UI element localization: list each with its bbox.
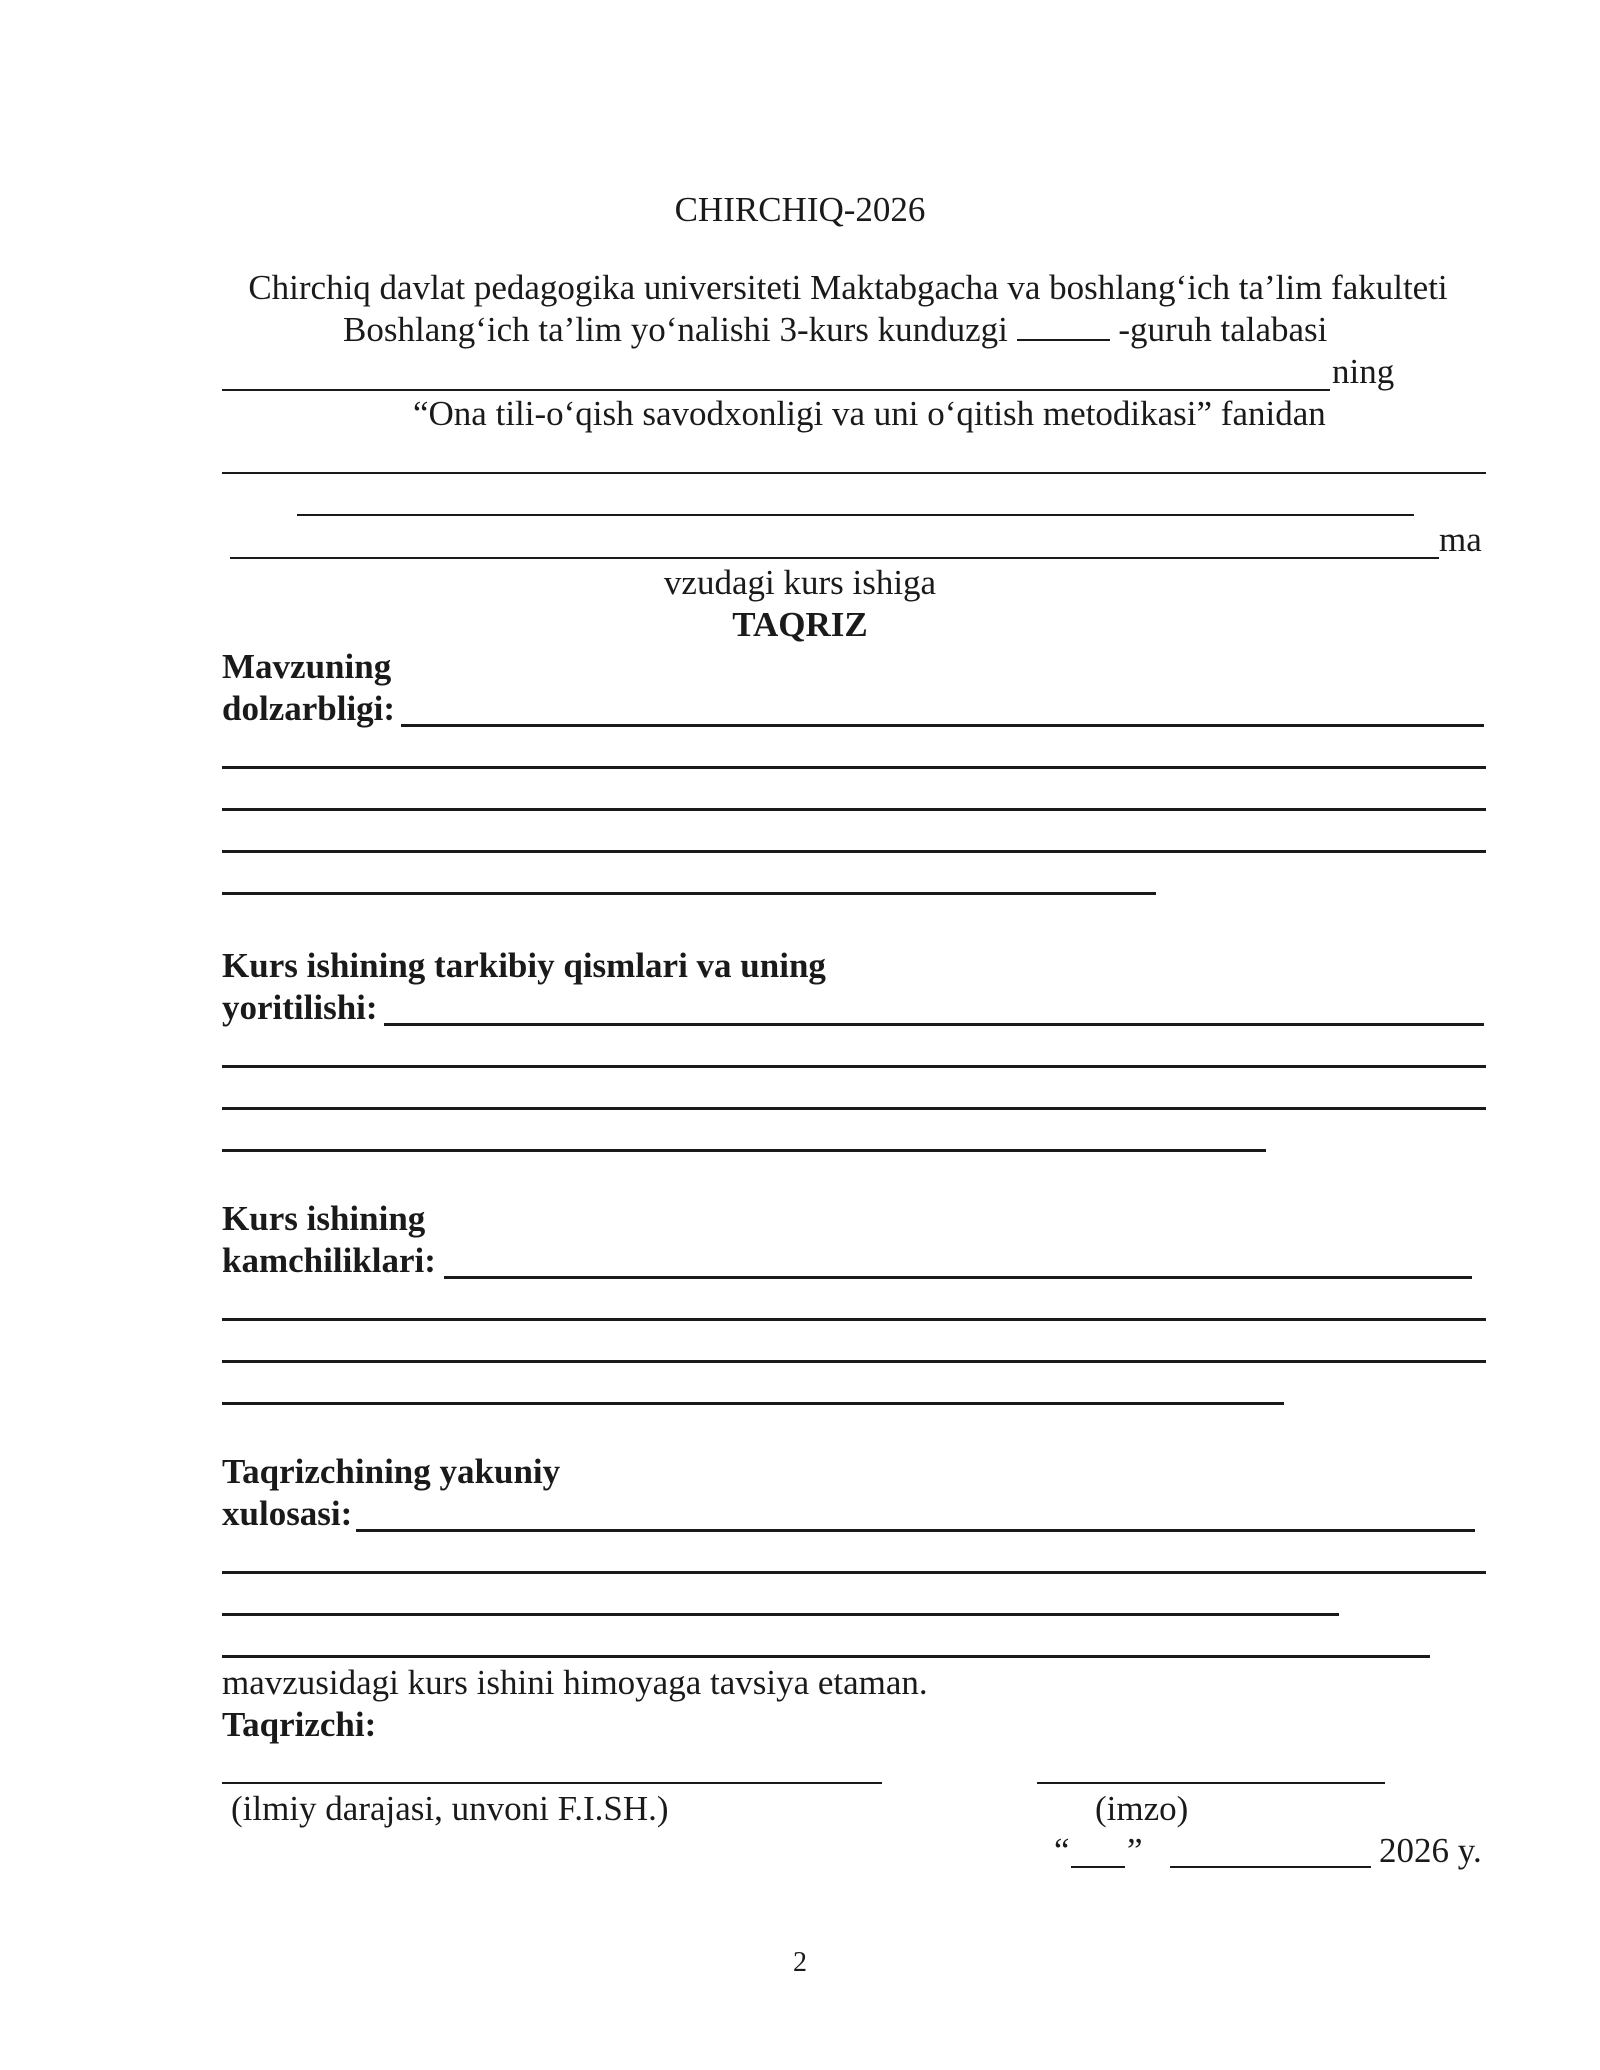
topic-line-3[interactable] (230, 557, 1439, 559)
recommendation-text: mavzusidagi kurs ishini himoyaga tavsiya etaman. (222, 1663, 928, 1702)
structure-line-2[interactable] (222, 1065, 1486, 1068)
ning-suffix: ning (1332, 352, 1395, 391)
conclusion-line-1[interactable] (356, 1529, 1475, 1532)
student-name-line[interactable] (222, 389, 1330, 391)
date-year: 2026 y. (1379, 1831, 1482, 1870)
date-day-blank[interactable] (1071, 1866, 1125, 1868)
conclusion-label-line2: xulosasi: (222, 1494, 353, 1533)
conclusion-line-3[interactable] (222, 1613, 1339, 1616)
date-close-quote: ” (1127, 1831, 1143, 1870)
date-month-blank[interactable] (1170, 1866, 1371, 1868)
vzudagi-line: vzudagi kurs ishiga (663, 563, 937, 602)
shortcomings-label-line1: Kurs ishining (222, 1199, 426, 1238)
city-year-heading: CHIRCHIQ-2026 (674, 190, 926, 229)
university-line: Chirchiq davlat pedagogika universiteti Maktabgacha va boshlang‘ich ta’lim fakulteti (248, 268, 1448, 307)
shortcomings-line-4[interactable] (222, 1402, 1284, 1405)
relevance-label-line2: dolzarbligi: (222, 689, 396, 728)
group-prefix: Boshlang‘ich ta’lim yo‘nalishi 3-kurs kunduzgi (343, 310, 1017, 349)
conclusion-line-2[interactable] (222, 1571, 1486, 1574)
relevance-line-4[interactable] (222, 850, 1486, 853)
date-open-quote: “ (1054, 1831, 1070, 1870)
page-number: 2 (793, 1947, 807, 1978)
ma-suffix: ma (1439, 520, 1482, 559)
structure-line-3[interactable] (222, 1107, 1486, 1110)
subject-line: “Ona tili-o‘qish savodxonligi va uni o‘qitish metodikasi” fanidan (413, 394, 1326, 433)
reviewer-label: Taqrizchi: (222, 1705, 377, 1744)
shortcomings-label-line2: kamchiliklari: (222, 1241, 436, 1280)
conclusion-label-line1: Taqrizchining yakuniy (222, 1452, 561, 1491)
relevance-line-5[interactable] (222, 892, 1156, 895)
signature-caption: (imzo) (1095, 1789, 1189, 1828)
conclusion-line-4[interactable] (222, 1655, 1430, 1658)
shortcomings-line-1[interactable] (444, 1276, 1472, 1279)
structure-line-4[interactable] (222, 1149, 1266, 1152)
shortcomings-line-3[interactable] (222, 1360, 1486, 1363)
structure-label-line2: yoritilishi: (222, 988, 378, 1027)
reviewer-name-line[interactable] (222, 1782, 882, 1784)
topic-line-1[interactable] (222, 472, 1486, 474)
structure-label-line1: Kurs ishining tarkibiy qismlari va uning (222, 946, 826, 985)
shortcomings-line-2[interactable] (222, 1318, 1486, 1321)
signature-line[interactable] (1037, 1782, 1385, 1784)
relevance-line-3[interactable] (222, 808, 1486, 811)
relevance-label-line1: Mavzuning (222, 647, 392, 686)
relevance-line-2[interactable] (222, 766, 1486, 769)
relevance-line-1[interactable] (401, 724, 1484, 727)
degree-caption: (ilmiy darajasi, unvoni F.I.SH.) (231, 1789, 669, 1828)
group-line (343, 309, 1327, 351)
structure-line-1[interactable] (384, 1023, 1484, 1026)
review-title: TAQRIZ (732, 605, 868, 644)
group-suffix: -guruh talabasi (1109, 310, 1328, 349)
topic-line-2[interactable] (297, 514, 1414, 516)
group-number-blank[interactable] (1017, 309, 1110, 341)
